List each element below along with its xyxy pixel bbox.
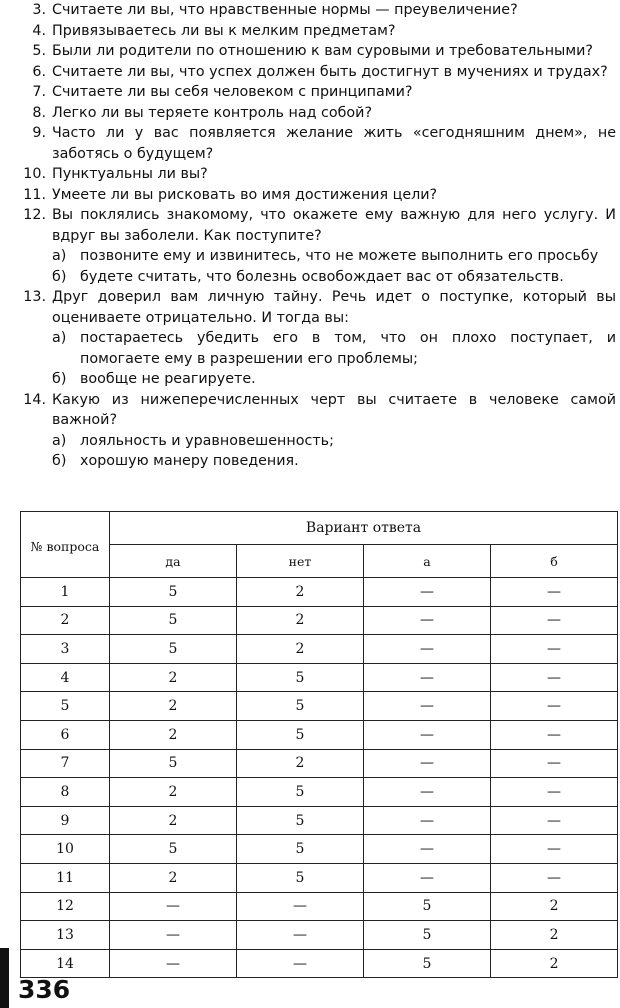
option-letter: а) (52, 248, 67, 264)
question-item (0, 103, 620, 124)
yes-score-cell: — (110, 892, 237, 921)
table-row (21, 863, 618, 892)
table-row (21, 892, 618, 921)
question-text: Часто ли у вас появляется желание жить «сегодняшним днем», не заботясь о будущем? (52, 125, 616, 162)
a-score-cell: — (364, 606, 491, 635)
question-number: 3. (32, 2, 46, 18)
option-text: позвоните ему и извинитесь, что не можете выполнить его просьбу (80, 248, 599, 264)
question-item (0, 0, 620, 21)
no-score-cell: — (237, 921, 364, 950)
question-number: 10. (23, 166, 46, 182)
question-text: Считаете ли вы себя человеком с принципами? (52, 84, 413, 100)
answer-score-table (20, 511, 618, 978)
question-number-cell: 1 (21, 578, 110, 607)
yes-score-cell: — (110, 921, 237, 950)
question-text: Пунктуальны ли вы? (52, 166, 208, 182)
question-number-cell: 14 (21, 949, 110, 978)
table-row (21, 806, 618, 835)
question-item (0, 390, 620, 431)
option-letter: б) (52, 371, 67, 387)
table-row (21, 663, 618, 692)
question-item (0, 62, 620, 83)
a-score-cell: — (364, 635, 491, 664)
yes-score-cell: 5 (110, 749, 237, 778)
b-score-cell: 2 (491, 949, 618, 978)
column-header-no: нет (237, 545, 364, 578)
option-letter: а) (52, 330, 67, 346)
b-score-cell: 2 (491, 892, 618, 921)
table-row (21, 720, 618, 749)
question-text: Были ли родители по отношению к вам суровыми и требовательными? (52, 43, 593, 59)
question-item (0, 185, 620, 206)
option-text: будете считать, что болезнь освобождает вас от обязательств. (80, 268, 564, 285)
question-number: 5. (32, 43, 46, 59)
answer-option (0, 451, 620, 472)
a-score-cell: — (364, 692, 491, 721)
answer-option (0, 246, 620, 267)
column-header-b: б (491, 545, 618, 578)
yes-score-cell: 2 (110, 778, 237, 807)
yes-score-cell: 2 (110, 806, 237, 835)
a-score-cell: — (364, 663, 491, 692)
no-score-cell: 5 (237, 663, 364, 692)
question-text: Вы поклялись знакомому, что окажете ему важную для него услугу. И вдруг вы заболели. Как поступите? (52, 207, 616, 244)
question-text: Умеете ли вы рисковать во имя достижения цели? (52, 186, 438, 203)
question-number-cell: 12 (21, 892, 110, 921)
question-text: Считаете ли вы, что нравственные нормы — преувеличение? (52, 2, 518, 18)
a-score-cell: — (364, 749, 491, 778)
option-letter: б) (52, 268, 67, 285)
question-number-cell: 6 (21, 720, 110, 749)
question-number-cell: 9 (21, 806, 110, 835)
question-number-cell: 13 (21, 921, 110, 950)
question-number-cell: 4 (21, 663, 110, 692)
question-text: Легко ли вы теряете контроль над собой? (52, 104, 373, 121)
question-number: 6. (32, 63, 46, 80)
table-row (21, 835, 618, 864)
yes-score-cell: 5 (110, 635, 237, 664)
a-score-cell: — (364, 863, 491, 892)
b-score-cell: — (491, 635, 618, 664)
question-text: Друг доверил вам личную тайну. Речь идет о поступке, который вы оцениваете отрицательно. И тогда вы: (52, 289, 616, 326)
column-header-a: а (364, 545, 491, 578)
b-score-cell: — (491, 606, 618, 635)
a-score-cell: — (364, 806, 491, 835)
table-row (21, 692, 618, 721)
b-score-cell: — (491, 578, 618, 607)
column-header-yes: да (110, 545, 237, 578)
no-score-cell: 5 (237, 863, 364, 892)
question-text: Какую из нижеперечисленных черт вы считаете в человеке самой важной? (52, 391, 616, 428)
table-row (21, 635, 618, 664)
question-item (0, 164, 620, 185)
question-number-cell: 11 (21, 863, 110, 892)
option-text: хорошую манеру поведения. (80, 453, 299, 469)
table-row (21, 606, 618, 635)
b-score-cell: — (491, 806, 618, 835)
yes-score-cell: — (110, 949, 237, 978)
answer-option (0, 267, 620, 288)
table-row (21, 749, 618, 778)
answer-option (0, 328, 620, 369)
no-score-cell: 2 (237, 578, 364, 607)
option-text: постараетесь убедить его в том, что он плохо поступает, и помогаете ему в разрешении его проблемы; (80, 330, 616, 367)
no-score-cell: 5 (237, 720, 364, 749)
b-score-cell: — (491, 749, 618, 778)
no-score-cell: 2 (237, 606, 364, 635)
yes-score-cell: 5 (110, 835, 237, 864)
question-number-cell: 7 (21, 749, 110, 778)
question-item (0, 123, 620, 164)
question-number: 13. (23, 289, 46, 305)
a-score-cell: — (364, 778, 491, 807)
question-number-cell: 5 (21, 692, 110, 721)
question-number-cell: 3 (21, 635, 110, 664)
question-number-cell: 8 (21, 778, 110, 807)
yes-score-cell: 2 (110, 863, 237, 892)
yes-score-cell: 2 (110, 692, 237, 721)
question-number-cell: 10 (21, 835, 110, 864)
question-item (0, 21, 620, 42)
option-letter: а) (52, 432, 67, 449)
question-text: Считаете ли вы, что успех должен быть достигнут в мучениях и трудах? (52, 63, 608, 80)
page-edge-bar (0, 948, 9, 1008)
question-number: 7. (32, 84, 46, 100)
a-score-cell: — (364, 835, 491, 864)
a-score-cell: 5 (364, 892, 491, 921)
yes-score-cell: 2 (110, 663, 237, 692)
question-number: 8. (32, 104, 46, 121)
a-score-cell: — (364, 720, 491, 749)
a-score-cell: 5 (364, 949, 491, 978)
question-number: 12. (23, 207, 46, 223)
question-item (0, 82, 620, 103)
question-item (0, 205, 620, 246)
answer-option (0, 431, 620, 452)
question-text: Привязываетесь ли вы к мелким предметам? (52, 22, 396, 39)
no-score-cell: — (237, 892, 364, 921)
option-text: лояльность и уравновешенность; (80, 432, 334, 449)
b-score-cell: — (491, 720, 618, 749)
yes-score-cell: 5 (110, 606, 237, 635)
question-number: 4. (32, 22, 46, 39)
table-body (21, 578, 618, 978)
b-score-cell: — (491, 778, 618, 807)
b-score-cell: — (491, 863, 618, 892)
a-score-cell: 5 (364, 921, 491, 950)
question-number-header: № вопроса (21, 512, 110, 578)
b-score-cell: — (491, 835, 618, 864)
b-score-cell: — (491, 663, 618, 692)
option-letter: б) (52, 453, 67, 469)
b-score-cell: — (491, 692, 618, 721)
a-score-cell: — (364, 578, 491, 607)
answer-variant-header: Вариант ответа (110, 512, 618, 545)
no-score-cell: 5 (237, 806, 364, 835)
question-list (0, 0, 620, 472)
b-score-cell: 2 (491, 921, 618, 950)
page-number: 336 (18, 975, 71, 1004)
question-number: 9. (32, 125, 46, 141)
no-score-cell: 2 (237, 635, 364, 664)
yes-score-cell: 2 (110, 720, 237, 749)
table-row (21, 921, 618, 950)
option-text: вообще не реагируете. (80, 371, 256, 387)
no-score-cell: 5 (237, 692, 364, 721)
table-row (21, 778, 618, 807)
answer-option (0, 369, 620, 390)
no-score-cell: 5 (237, 778, 364, 807)
question-item (0, 41, 620, 62)
no-score-cell: — (237, 949, 364, 978)
yes-score-cell: 5 (110, 578, 237, 607)
table-row (21, 949, 618, 978)
question-number: 14. (23, 391, 46, 408)
table-row (21, 578, 618, 607)
question-number-cell: 2 (21, 606, 110, 635)
no-score-cell: 2 (237, 749, 364, 778)
question-item (0, 287, 620, 328)
question-number: 11. (23, 186, 46, 203)
no-score-cell: 5 (237, 835, 364, 864)
